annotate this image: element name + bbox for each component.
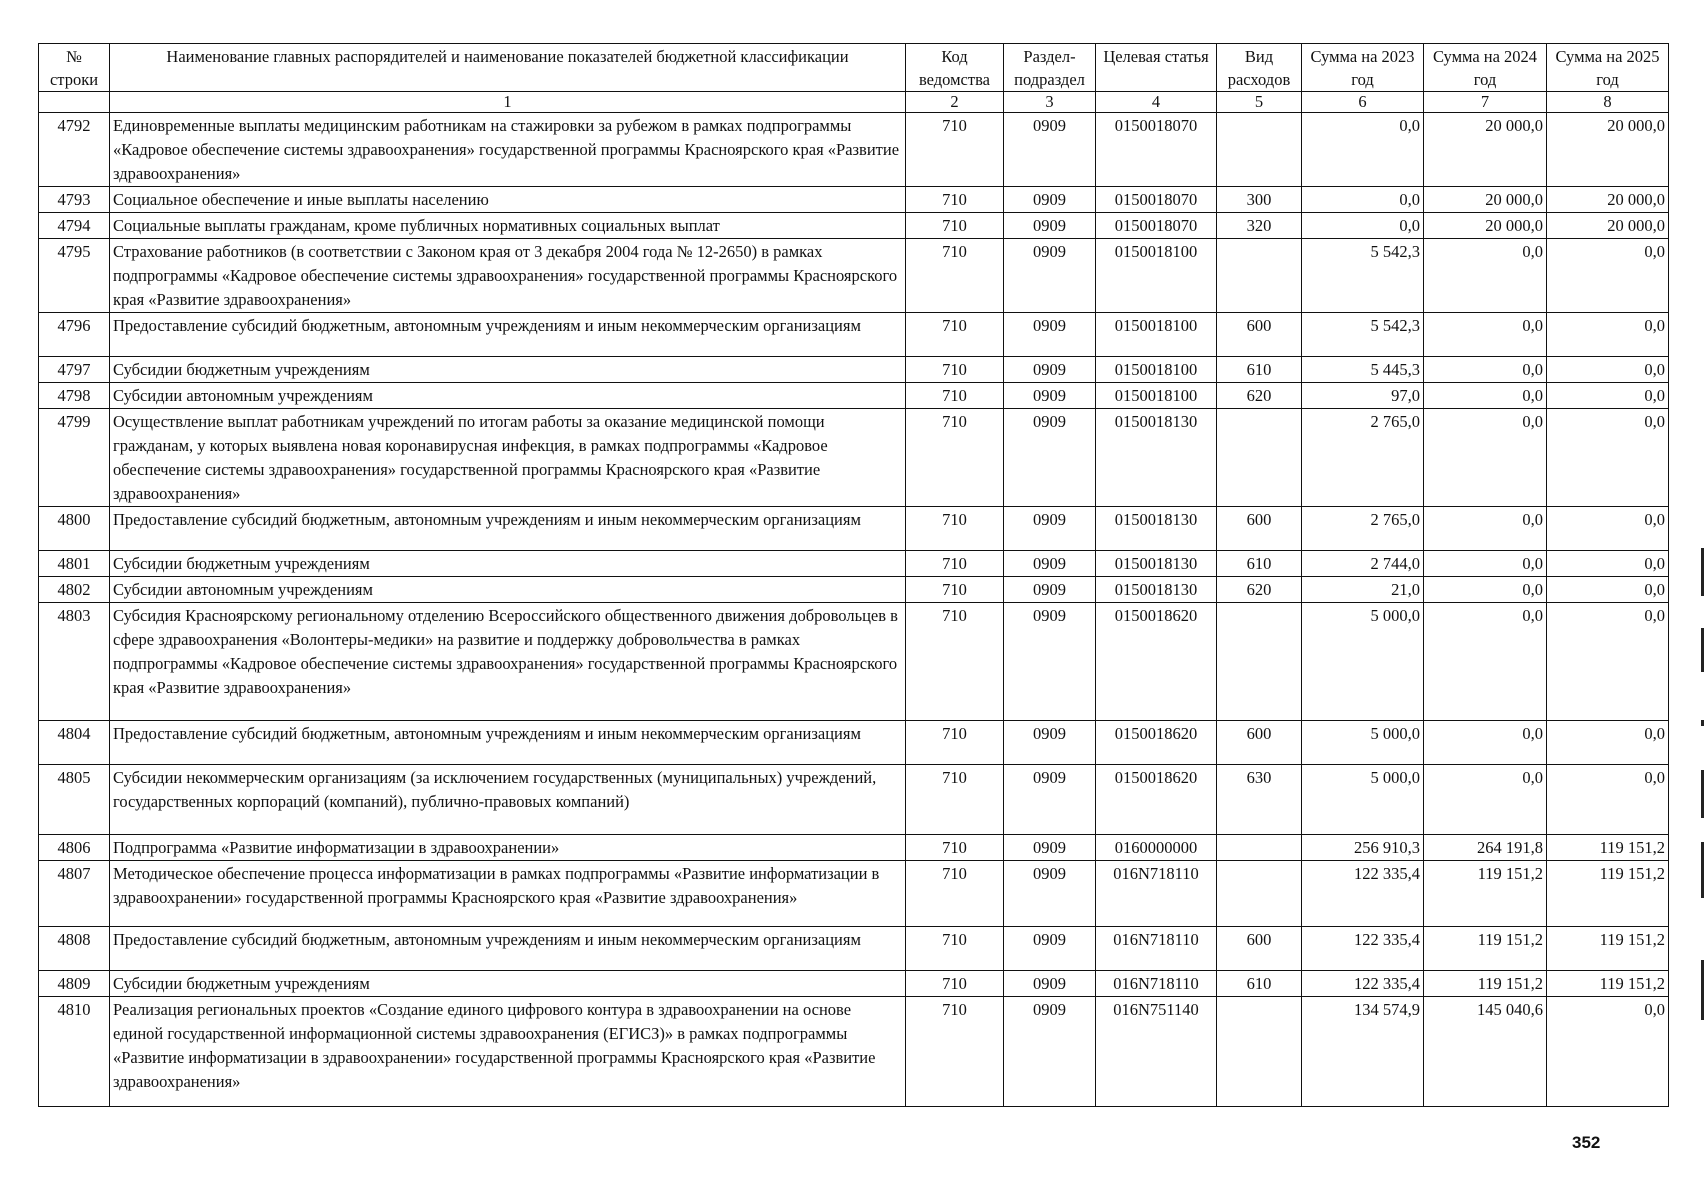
row-number-cell: 4805 xyxy=(39,765,110,835)
row-name-cell: Субсидия Красноярскому региональному отделению Всероссийского общественного движения добровольцев в сфере здравоохранения «Волонтеры-медики» на развитие и поддержку добровольчества в рамках подпрограммы «Кадровое обеспечение системы здравоохранения» государственной программы Красноярского края «Развитие здравоохранения» xyxy=(110,603,906,721)
sum-2023-cell: 122 335,4 xyxy=(1302,927,1424,971)
table-row xyxy=(39,577,1669,603)
dept-code-cell: 710 xyxy=(906,927,1004,971)
section-cell: 0909 xyxy=(1004,997,1096,1107)
header-sum-2025: Сумма на 2025 год xyxy=(1547,44,1669,92)
column-number: 8 xyxy=(1547,92,1669,113)
table-row xyxy=(39,313,1669,357)
row-name-cell: Предоставление субсидий бюджетным, автономным учреждениям и иным некоммерческим организациям xyxy=(110,927,906,971)
sum-2023-cell: 2 765,0 xyxy=(1302,409,1424,507)
row-name-cell: Социальное обеспечение и иные выплаты населению xyxy=(110,187,906,213)
target-article-cell: 0150018070 xyxy=(1096,213,1217,239)
row-number-cell: 4797 xyxy=(39,357,110,383)
row-name-cell: Субсидии автономным учреждениям xyxy=(110,383,906,409)
table-row xyxy=(39,239,1669,313)
target-article-cell: 0150018100 xyxy=(1096,357,1217,383)
target-article-cell: 0150018130 xyxy=(1096,577,1217,603)
sum-2023-cell: 256 910,3 xyxy=(1302,835,1424,861)
expense-type-cell xyxy=(1217,113,1302,187)
sum-2023-cell: 21,0 xyxy=(1302,577,1424,603)
column-number: 1 xyxy=(110,92,906,113)
page-number: 352 xyxy=(1572,1133,1601,1152)
sum-2025-cell: 20 000,0 xyxy=(1547,187,1669,213)
expense-type-cell xyxy=(1217,861,1302,927)
sum-2024-cell: 20 000,0 xyxy=(1424,113,1547,187)
scan-edge-mark xyxy=(1701,720,1704,726)
table-row xyxy=(39,997,1669,1107)
section-cell: 0909 xyxy=(1004,239,1096,313)
row-name-cell: Подпрограмма «Развитие информатизации в здравоохранении» xyxy=(110,835,906,861)
sum-2024-cell: 0,0 xyxy=(1424,239,1547,313)
target-article-cell: 016N751140 xyxy=(1096,997,1217,1107)
sum-2025-cell: 0,0 xyxy=(1547,603,1669,721)
row-number-cell: 4798 xyxy=(39,383,110,409)
header-dept-code: Код ведомства xyxy=(906,44,1004,92)
expense-type-cell xyxy=(1217,603,1302,721)
row-name-cell: Предоставление субсидий бюджетным, автономным учреждениям и иным некоммерческим организациям xyxy=(110,507,906,551)
expense-type-cell xyxy=(1217,835,1302,861)
expense-type-cell: 600 xyxy=(1217,507,1302,551)
sum-2025-cell: 20 000,0 xyxy=(1547,113,1669,187)
row-name-cell: Субсидии бюджетным учреждениям xyxy=(110,971,906,997)
dept-code-cell: 710 xyxy=(906,383,1004,409)
target-article-cell: 016N718110 xyxy=(1096,927,1217,971)
sum-2023-cell: 0,0 xyxy=(1302,113,1424,187)
section-cell: 0909 xyxy=(1004,721,1096,765)
dept-code-cell: 710 xyxy=(906,213,1004,239)
row-number-cell: 4804 xyxy=(39,721,110,765)
column-number: 4 xyxy=(1096,92,1217,113)
table-row xyxy=(39,603,1669,721)
row-name-cell: Предоставление субсидий бюджетным, автономным учреждениям и иным некоммерческим организациям xyxy=(110,313,906,357)
scan-edge-mark xyxy=(1701,842,1704,898)
sum-2024-cell: 0,0 xyxy=(1424,383,1547,409)
header-row-number: № строки xyxy=(39,44,110,92)
column-number: 7 xyxy=(1424,92,1547,113)
expense-type-cell: 620 xyxy=(1217,383,1302,409)
sum-2024-cell: 0,0 xyxy=(1424,409,1547,507)
section-cell: 0909 xyxy=(1004,187,1096,213)
expense-type-cell: 300 xyxy=(1217,187,1302,213)
dept-code-cell: 710 xyxy=(906,357,1004,383)
target-article-cell: 016N718110 xyxy=(1096,861,1217,927)
sum-2023-cell: 122 335,4 xyxy=(1302,971,1424,997)
header-target-article: Целевая статья xyxy=(1096,44,1217,92)
row-number-cell: 4793 xyxy=(39,187,110,213)
table-row xyxy=(39,213,1669,239)
column-number-row xyxy=(39,92,1669,113)
sum-2024-cell: 145 040,6 xyxy=(1424,997,1547,1107)
section-cell: 0909 xyxy=(1004,551,1096,577)
row-name-cell: Реализация региональных проектов «Создание единого цифрового контура в здравоохранении на основе единой государственной информационной системы здравоохранения (ЕГИСЗ)» в рамках подпрограммы «Развитие информатизации в здравоохранении» государственной программы Красноярского края «Развитие здравоохранения» xyxy=(110,997,906,1107)
table-row xyxy=(39,383,1669,409)
section-cell: 0909 xyxy=(1004,409,1096,507)
table-row xyxy=(39,927,1669,971)
sum-2024-cell: 20 000,0 xyxy=(1424,213,1547,239)
row-name-cell: Социальные выплаты гражданам, кроме публичных нормативных социальных выплат xyxy=(110,213,906,239)
expense-type-cell: 600 xyxy=(1217,313,1302,357)
sum-2025-cell: 119 151,2 xyxy=(1547,835,1669,861)
row-number-cell: 4810 xyxy=(39,997,110,1107)
target-article-cell: 0150018100 xyxy=(1096,313,1217,357)
column-number: 3 xyxy=(1004,92,1096,113)
sum-2023-cell: 5 000,0 xyxy=(1302,603,1424,721)
sum-2023-cell: 2 744,0 xyxy=(1302,551,1424,577)
dept-code-cell: 710 xyxy=(906,187,1004,213)
section-cell: 0909 xyxy=(1004,213,1096,239)
table-body xyxy=(39,113,1669,1107)
sum-2024-cell: 0,0 xyxy=(1424,721,1547,765)
sum-2025-cell: 0,0 xyxy=(1547,721,1669,765)
expense-type-cell: 600 xyxy=(1217,721,1302,765)
dept-code-cell: 710 xyxy=(906,313,1004,357)
expense-type-cell xyxy=(1217,409,1302,507)
target-article-cell: 0150018100 xyxy=(1096,239,1217,313)
table-row xyxy=(39,113,1669,187)
section-cell: 0909 xyxy=(1004,861,1096,927)
row-name-cell: Субсидии автономным учреждениям xyxy=(110,577,906,603)
sum-2024-cell: 119 151,2 xyxy=(1424,927,1547,971)
dept-code-cell: 710 xyxy=(906,603,1004,721)
target-article-cell: 0150018100 xyxy=(1096,383,1217,409)
row-name-cell: Предоставление субсидий бюджетным, автономным учреждениям и иным некоммерческим организациям xyxy=(110,721,906,765)
target-article-cell: 0150018130 xyxy=(1096,409,1217,507)
target-article-cell: 0150018620 xyxy=(1096,721,1217,765)
budget-table xyxy=(38,43,1669,1107)
row-number-cell: 4792 xyxy=(39,113,110,187)
expense-type-cell: 620 xyxy=(1217,577,1302,603)
sum-2025-cell: 0,0 xyxy=(1547,313,1669,357)
sum-2025-cell: 0,0 xyxy=(1547,239,1669,313)
sum-2025-cell: 0,0 xyxy=(1547,551,1669,577)
dept-code-cell: 710 xyxy=(906,835,1004,861)
column-number-blank xyxy=(39,92,110,113)
section-cell: 0909 xyxy=(1004,383,1096,409)
sum-2025-cell: 119 151,2 xyxy=(1547,971,1669,997)
target-article-cell: 0150018620 xyxy=(1096,603,1217,721)
expense-type-cell xyxy=(1217,239,1302,313)
table-row xyxy=(39,409,1669,507)
scan-edge-mark xyxy=(1701,960,1704,1020)
expense-type-cell: 610 xyxy=(1217,971,1302,997)
table-row xyxy=(39,507,1669,551)
dept-code-cell: 710 xyxy=(906,239,1004,313)
expense-type-cell: 630 xyxy=(1217,765,1302,835)
header-section: Раздел-подраздел xyxy=(1004,44,1096,92)
sum-2024-cell: 0,0 xyxy=(1424,765,1547,835)
table-row xyxy=(39,721,1669,765)
row-number-cell: 4808 xyxy=(39,927,110,971)
row-number-cell: 4801 xyxy=(39,551,110,577)
sum-2024-cell: 0,0 xyxy=(1424,551,1547,577)
target-article-cell: 0150018130 xyxy=(1096,551,1217,577)
expense-type-cell: 600 xyxy=(1217,927,1302,971)
row-name-cell: Единовременные выплаты медицинским работникам на стажировки за рубежом в рамках подпрограммы «Кадровое обеспечение системы здравоохранения» государственной программы Красноярского края «Развитие здравоохранения» xyxy=(110,113,906,187)
row-name-cell: Субсидии бюджетным учреждениям xyxy=(110,551,906,577)
table-row xyxy=(39,551,1669,577)
sum-2023-cell: 134 574,9 xyxy=(1302,997,1424,1107)
section-cell: 0909 xyxy=(1004,835,1096,861)
section-cell: 0909 xyxy=(1004,507,1096,551)
target-article-cell: 016N718110 xyxy=(1096,971,1217,997)
sum-2024-cell: 0,0 xyxy=(1424,577,1547,603)
row-number-cell: 4794 xyxy=(39,213,110,239)
sum-2025-cell: 0,0 xyxy=(1547,507,1669,551)
target-article-cell: 0150018070 xyxy=(1096,113,1217,187)
section-cell: 0909 xyxy=(1004,765,1096,835)
row-name-cell: Методическое обеспечение процесса информатизации в рамках подпрограммы «Развитие информатизации в здравоохранении» государственной программы Красноярского края «Развитие здравоохранения» xyxy=(110,861,906,927)
row-number-cell: 4807 xyxy=(39,861,110,927)
row-number-cell: 4809 xyxy=(39,971,110,997)
sum-2024-cell: 119 151,2 xyxy=(1424,861,1547,927)
section-cell: 0909 xyxy=(1004,357,1096,383)
dept-code-cell: 710 xyxy=(906,997,1004,1107)
sum-2023-cell: 5 542,3 xyxy=(1302,313,1424,357)
dept-code-cell: 710 xyxy=(906,861,1004,927)
row-number-cell: 4799 xyxy=(39,409,110,507)
dept-code-cell: 710 xyxy=(906,971,1004,997)
sum-2025-cell: 0,0 xyxy=(1547,765,1669,835)
table-row xyxy=(39,357,1669,383)
row-name-cell: Осуществление выплат работникам учреждений по итогам работы за оказание медицинской помощи гражданам, у которых выявлена новая коронавирусная инфекция, в рамках подпрограммы «Кадровое обеспечение системы здравоохранения» государственной программы Красноярского края «Развитие здравоохранения» xyxy=(110,409,906,507)
column-number: 5 xyxy=(1217,92,1302,113)
sum-2024-cell: 264 191,8 xyxy=(1424,835,1547,861)
sum-2023-cell: 5 000,0 xyxy=(1302,765,1424,835)
sum-2025-cell: 20 000,0 xyxy=(1547,213,1669,239)
target-article-cell: 0150018130 xyxy=(1096,507,1217,551)
expense-type-cell xyxy=(1217,997,1302,1107)
sum-2023-cell: 0,0 xyxy=(1302,213,1424,239)
header-name: Наименование главных распорядителей и наименование показателей бюджетной классификации xyxy=(110,44,906,92)
header-sum-2024: Сумма на 2024 год xyxy=(1424,44,1547,92)
table-row xyxy=(39,187,1669,213)
scan-edge-mark xyxy=(1701,628,1704,672)
expense-type-cell: 320 xyxy=(1217,213,1302,239)
sum-2025-cell: 0,0 xyxy=(1547,383,1669,409)
sum-2024-cell: 119 151,2 xyxy=(1424,971,1547,997)
section-cell: 0909 xyxy=(1004,577,1096,603)
sum-2025-cell: 0,0 xyxy=(1547,997,1669,1107)
table-row xyxy=(39,835,1669,861)
row-number-cell: 4800 xyxy=(39,507,110,551)
sum-2023-cell: 2 765,0 xyxy=(1302,507,1424,551)
target-article-cell: 0150018620 xyxy=(1096,765,1217,835)
table-row xyxy=(39,971,1669,997)
dept-code-cell: 710 xyxy=(906,721,1004,765)
row-name-cell: Субсидии бюджетным учреждениям xyxy=(110,357,906,383)
row-number-cell: 4803 xyxy=(39,603,110,721)
sum-2023-cell: 5 542,3 xyxy=(1302,239,1424,313)
row-number-cell: 4806 xyxy=(39,835,110,861)
scan-edge-mark xyxy=(1701,548,1704,596)
expense-type-cell: 610 xyxy=(1217,551,1302,577)
expense-type-cell: 610 xyxy=(1217,357,1302,383)
sum-2025-cell: 119 151,2 xyxy=(1547,861,1669,927)
sum-2024-cell: 0,0 xyxy=(1424,357,1547,383)
sum-2025-cell: 0,0 xyxy=(1547,577,1669,603)
sum-2024-cell: 0,0 xyxy=(1424,603,1547,721)
section-cell: 0909 xyxy=(1004,313,1096,357)
row-name-cell: Субсидии некоммерческим организациям (за исключением государственных (муниципальных) учреждений, государственных корпораций (компаний), публично-правовых компаний) xyxy=(110,765,906,835)
dept-code-cell: 710 xyxy=(906,113,1004,187)
row-number-cell: 4802 xyxy=(39,577,110,603)
row-number-cell: 4795 xyxy=(39,239,110,313)
header-row xyxy=(39,44,1669,92)
table-row xyxy=(39,861,1669,927)
sum-2023-cell: 0,0 xyxy=(1302,187,1424,213)
sum-2023-cell: 122 335,4 xyxy=(1302,861,1424,927)
target-article-cell: 0160000000 xyxy=(1096,835,1217,861)
target-article-cell: 0150018070 xyxy=(1096,187,1217,213)
sum-2023-cell: 5 445,3 xyxy=(1302,357,1424,383)
sum-2024-cell: 0,0 xyxy=(1424,313,1547,357)
dept-code-cell: 710 xyxy=(906,409,1004,507)
sum-2023-cell: 5 000,0 xyxy=(1302,721,1424,765)
header-expense-type: Вид расходов xyxy=(1217,44,1302,92)
column-number: 6 xyxy=(1302,92,1424,113)
sum-2023-cell: 97,0 xyxy=(1302,383,1424,409)
table-row xyxy=(39,765,1669,835)
section-cell: 0909 xyxy=(1004,971,1096,997)
sum-2024-cell: 20 000,0 xyxy=(1424,187,1547,213)
sum-2025-cell: 0,0 xyxy=(1547,357,1669,383)
sum-2025-cell: 119 151,2 xyxy=(1547,927,1669,971)
header-sum-2023: Сумма на 2023 год xyxy=(1302,44,1424,92)
section-cell: 0909 xyxy=(1004,927,1096,971)
row-number-cell: 4796 xyxy=(39,313,110,357)
section-cell: 0909 xyxy=(1004,603,1096,721)
sum-2025-cell: 0,0 xyxy=(1547,409,1669,507)
dept-code-cell: 710 xyxy=(906,577,1004,603)
dept-code-cell: 710 xyxy=(906,507,1004,551)
row-name-cell: Страхование работников (в соответствии с Законом края от 3 декабря 2004 года № 12-2650) в рамках подпрограммы «Кадровое обеспечение системы здравоохранения» государственной программы Красноярского края «Развитие здравоохранения» xyxy=(110,239,906,313)
sum-2024-cell: 0,0 xyxy=(1424,507,1547,551)
dept-code-cell: 710 xyxy=(906,765,1004,835)
scan-edge-mark xyxy=(1701,770,1704,818)
column-number: 2 xyxy=(906,92,1004,113)
dept-code-cell: 710 xyxy=(906,551,1004,577)
section-cell: 0909 xyxy=(1004,113,1096,187)
